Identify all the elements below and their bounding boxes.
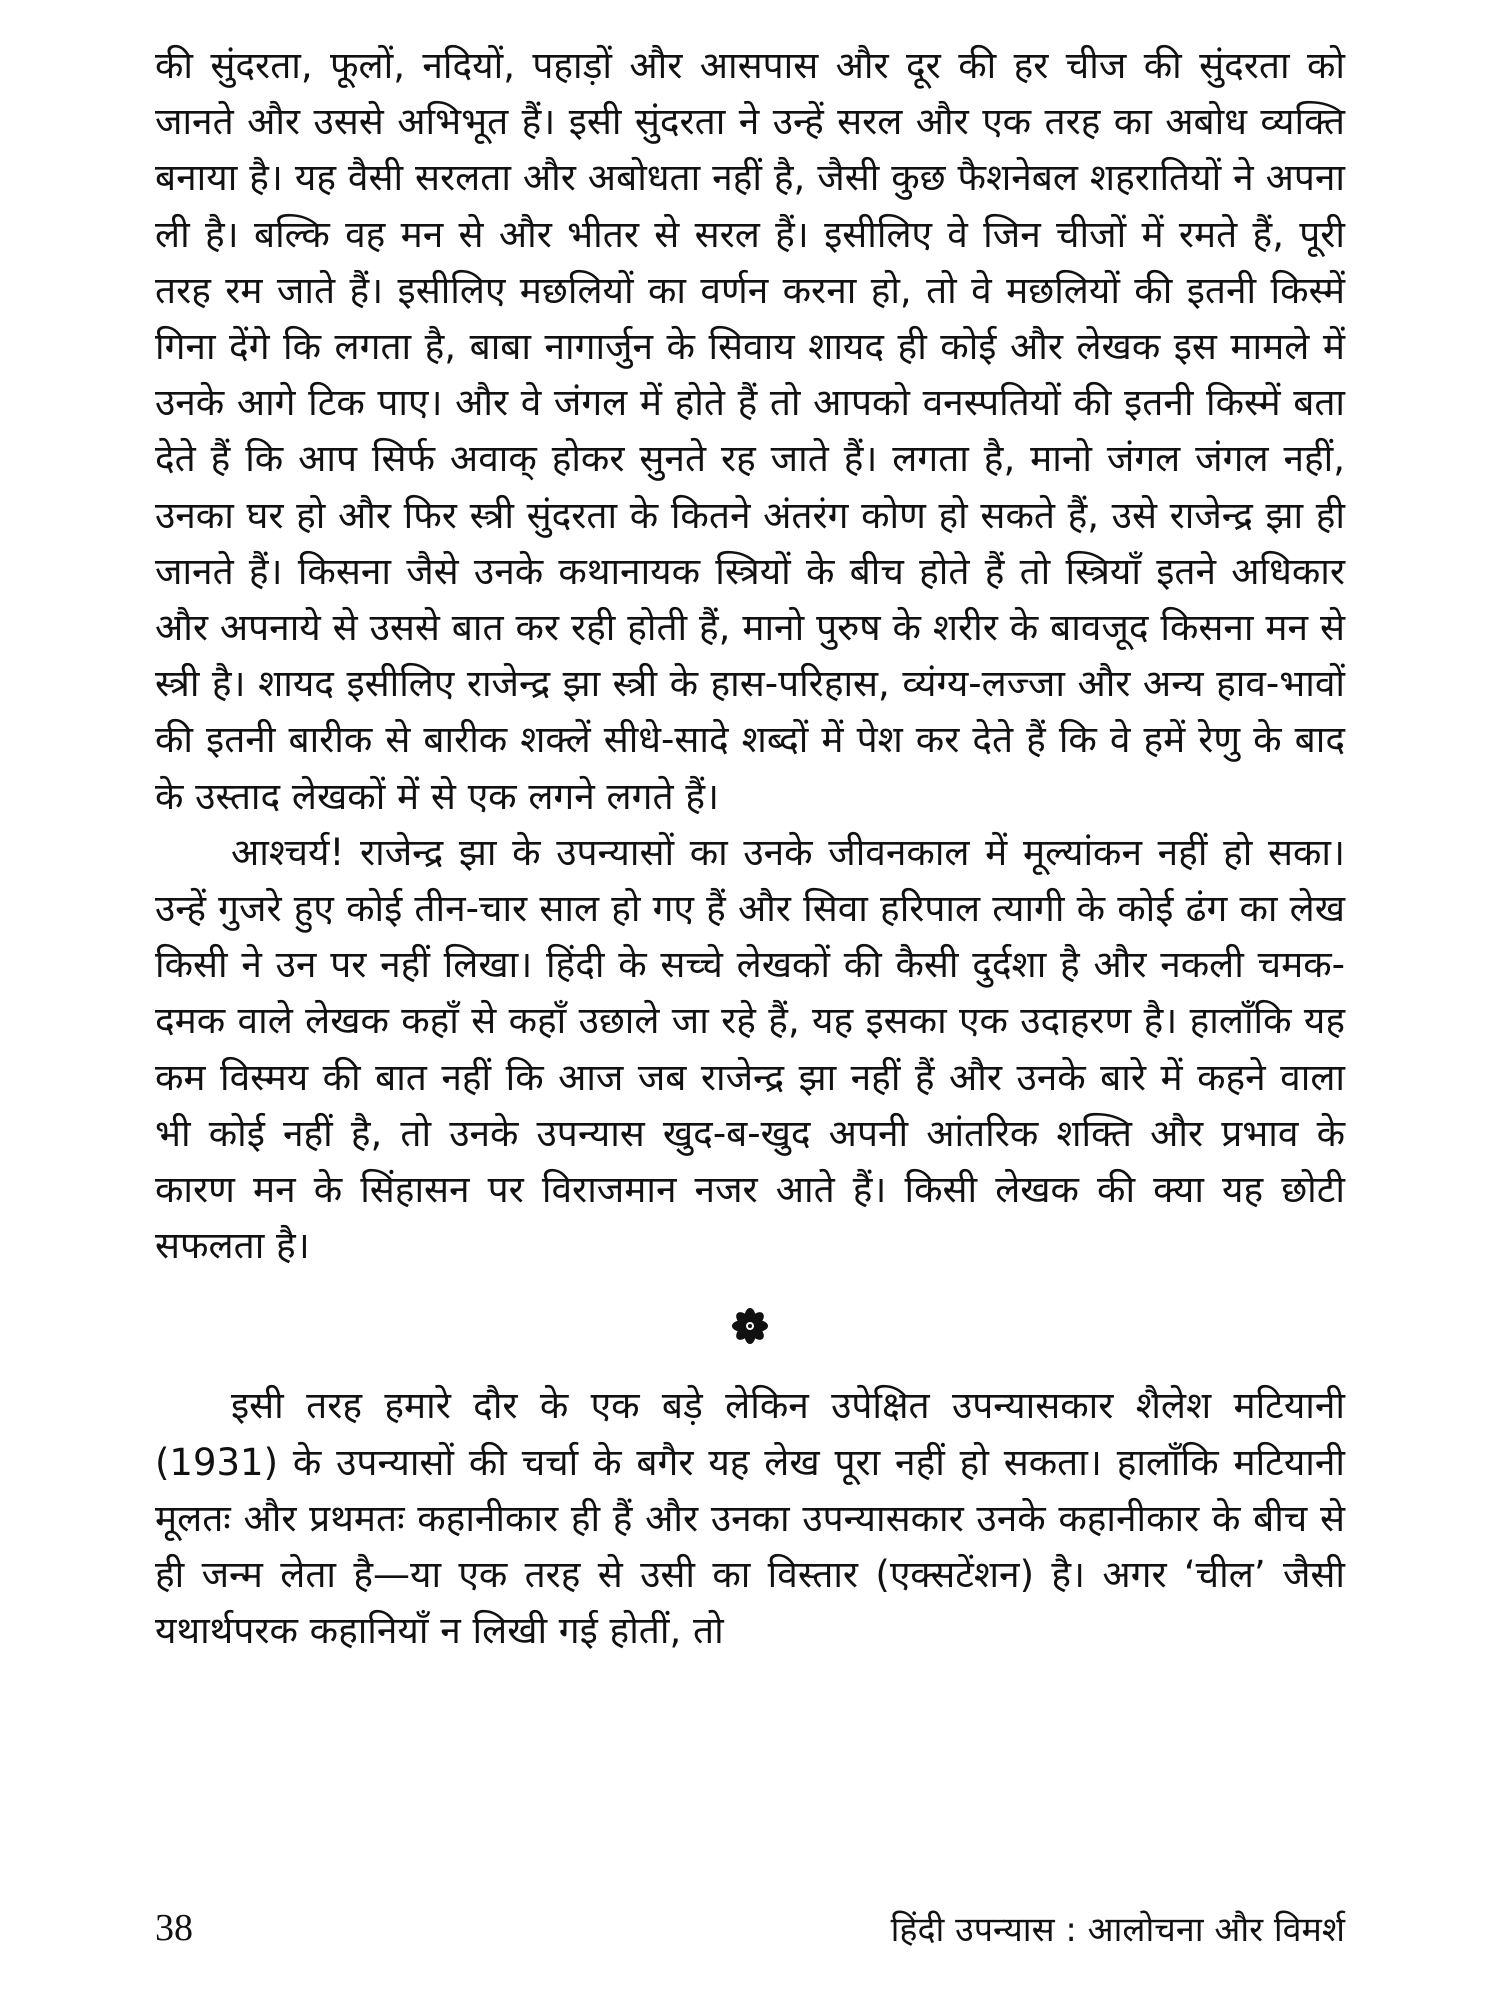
page-footer xyxy=(155,1903,1345,1953)
section-divider xyxy=(155,1274,1345,1378)
paragraph-rajendra-jha: आश्चर्य! राजेन्द्र झा के उपन्यासों का उनके जीवनकाल में मूल्यांकन नहीं हो सका। उन्हें गुजरे हुए कोई तीन-चार साल हो गए हैं और सिवा हरिपाल त्यागी के कोई ढंग का लेख किसी ने उन पर नहीं लिखा। हिंदी के सच्चे लेखकों की कैसी दुर्दशा है और नकली चमक-दमक वाले लेखक कहाँ से कहाँ उछाले जा रहे हैं, यह इसका एक उदाहरण है। हालाँकि यह कम विस्मय की बात नहीं कि आज जब राजेन्द्र झा नहीं हैं और उनके बारे में कहने वाला भी कोई नहीं है, तो उनके उपन्यास खुद-ब-खुद अपनी आंतरिक शक्ति और प्रभाव के कारण मन के सिंहासन पर विराजमान नजर आते हैं। किसी लेखक की क्या यह छोटी सफलता है। xyxy=(155,830,1345,1268)
page-number: 38 xyxy=(155,1907,193,1949)
paragraph-continuation: की सुंदरता, फूलों, नदियों, पहाड़ों और आसपास और दूर की हर चीज की सुंदरता को जानते और उससे अभिभूत हैं। इसी सुंदरता ने उन्हें सरल और एक तरह का अबोध व्यक्ति बनाया है। यह वैसी सरलता और अबोधता नहीं है, जैसी कुछ फैशनेबल शहरातियों ने अपना ली है। बल्कि वह मन से और भीतर से सरल हैं। इसीलिए वे जिन चीजों में रमते हैं, पूरी तरह रम जाते हैं। इसीलिए मछलियों का वर्णन करना हो, तो वे मछलियों की इतनी किस्में गिना देंगे कि लगता है, बाबा नागार्जुन के सिवाय शायद ही कोई और लेखक इस मामले में उनके आगे टिक पाए। और वे जंगल में होते हैं तो आपको वनस्पतियों की इतनी किस्में बता देते हैं कि आप सिर्फ अवाक् होकर सुनते रह जाते हैं। लगता है, मानो जंगल जंगल नहीं, उनका घर हो और फिर स्त्री सुंदरता के कितने अंतरंग कोण हो सकते हैं, उसे राजेन्द्र झा ही जानते हैं। किसना जैसे उनके कथानायक स्त्रियों के बीच होते हैं तो स्त्रियाँ इतने अधिकार और अपनाये से उससे बात कर रही होती हैं, मानो पुरुष के शरीर के बावजूद किसना मन से स्त्री है। शायद इसीलिए राजेन्द्र झा स्त्री के हास-परिहास, व्यंग्य-लज्जा और अन्य हाव-भावों की इतनी बारीक से बारीक शक्लें सीधे-सादे शब्दों में पेश कर देते हैं कि वे हमें रेणु के बाद के उस्ताद लेखकों में से एक लगने लगते हैं। xyxy=(155,44,1345,818)
flower-ornament-icon xyxy=(730,1306,770,1346)
running-title: हिंदी उपन्यास : आलोचना और विमर्श xyxy=(890,1910,1345,1950)
body-text xyxy=(155,38,1345,1659)
paragraph-shailesh-matiyani: इसी तरह हमारे दौर के एक बड़े लेकिन उपेक्षित उपन्यासकार शैलेश मटियानी (1931) के उपन्यासों की चर्चा के बगैर यह लेख पूरा नहीं हो सकता। हालाँकि मटियानी मूलतः और प्रथमतः कहानीकार ही हैं और उनका उपन्यासकार उनके कहानीकार के बीच से ही जन्म लेता है—या एक तरह से उसी का विस्तार (एक्सटेंशन) है। अगर ‘चील’ जैसी यथार्थपरक कहानियाँ न लिखी गई होतीं, तो xyxy=(155,1384,1345,1653)
